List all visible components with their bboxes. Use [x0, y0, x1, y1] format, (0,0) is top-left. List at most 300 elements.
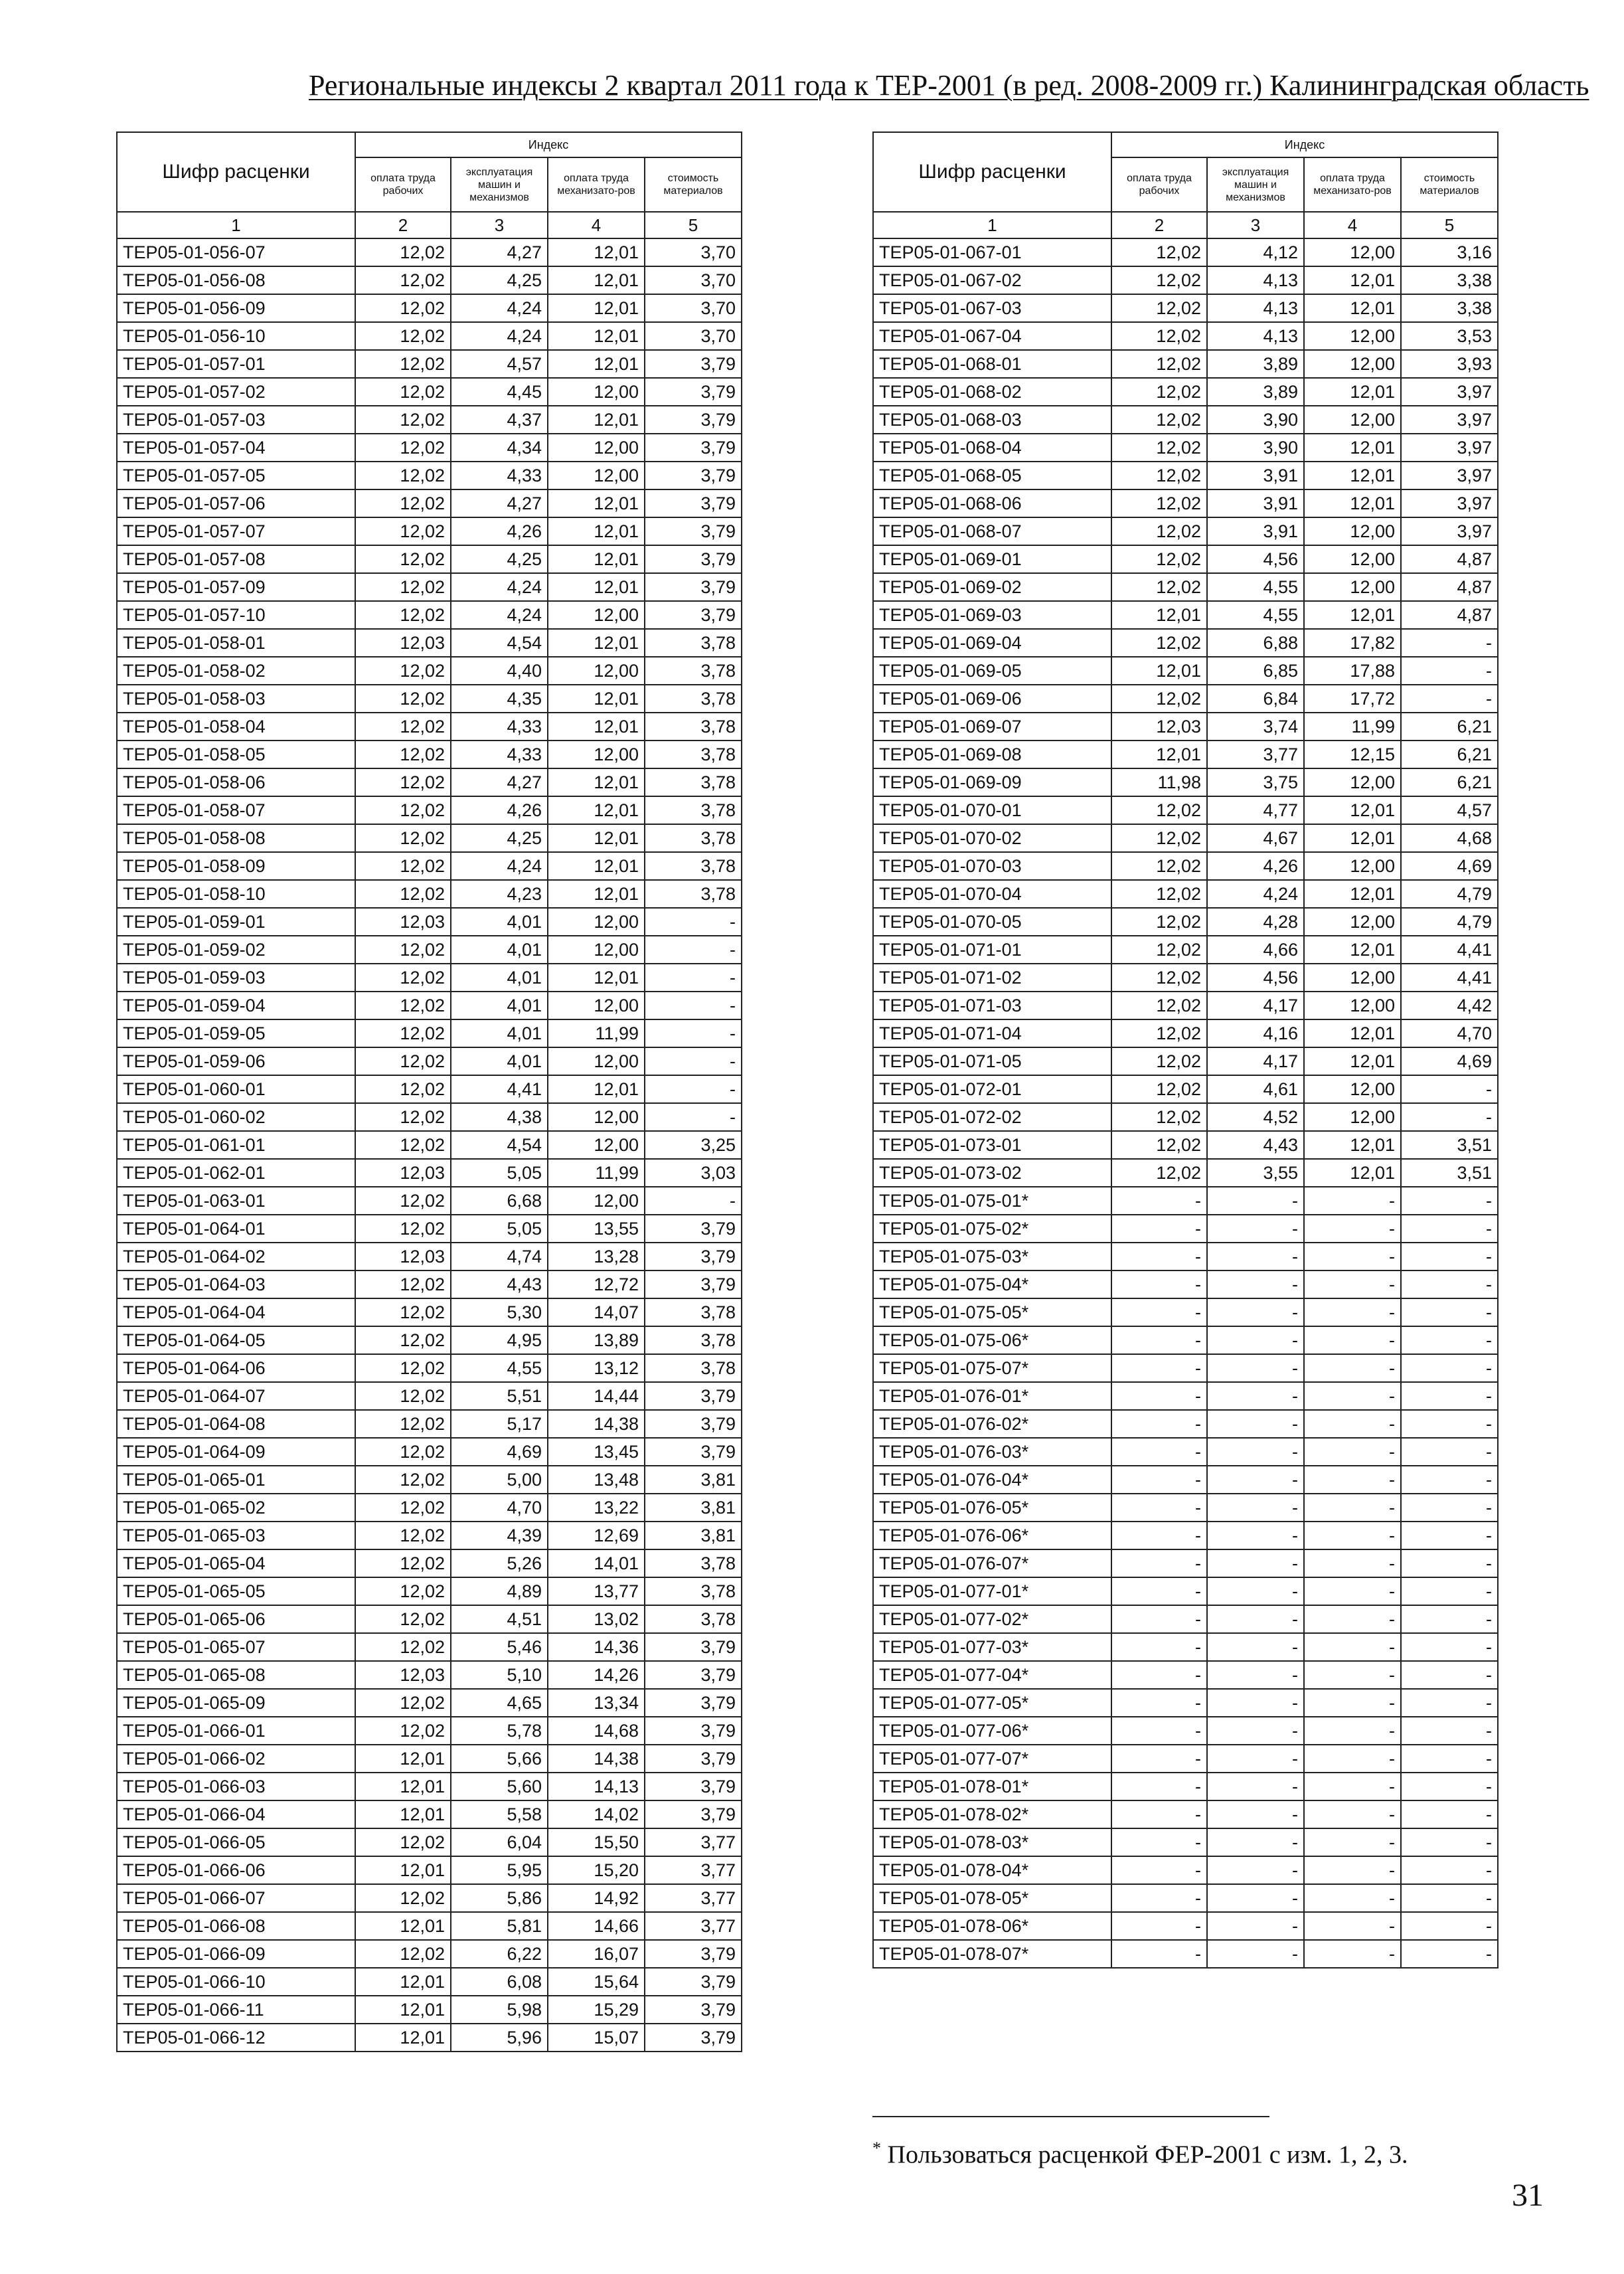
- operators-index-cell: -: [1304, 1494, 1401, 1522]
- labor-index-cell: 12,02: [355, 768, 451, 796]
- rate-code-cell: ТЕР05-01-059-04: [117, 992, 355, 1019]
- labor-index-cell: 12,02: [355, 1103, 451, 1131]
- labor-index-cell: 12,02: [355, 322, 451, 350]
- machines-index-cell: 5,05: [451, 1215, 548, 1243]
- materials-index-cell: 3,70: [645, 238, 742, 266]
- machines-index-cell: -: [1207, 1187, 1304, 1215]
- rate-code-cell: ТЕР05-01-070-04: [873, 880, 1111, 908]
- rate-code-cell: ТЕР05-01-078-05*: [873, 1884, 1111, 1912]
- table-row: [873, 1047, 1498, 1075]
- labor-index-cell: -: [1111, 1884, 1207, 1912]
- materials-index-cell: 3,78: [645, 852, 742, 880]
- rate-code-cell: ТЕР05-01-071-04: [873, 1019, 1111, 1047]
- operators-index-cell: 12,00: [1304, 322, 1401, 350]
- rate-code-cell: ТЕР05-01-069-05: [873, 657, 1111, 685]
- table-row: [117, 294, 742, 322]
- materials-index-cell: -: [1401, 1522, 1498, 1549]
- labor-index-cell: 12,01: [1111, 601, 1207, 629]
- materials-index-cell: 3,79: [645, 350, 742, 378]
- materials-index-cell: -: [1401, 1605, 1498, 1633]
- operators-index-cell: 14,02: [548, 1800, 645, 1828]
- labor-index-cell: 12,02: [355, 824, 451, 852]
- labor-index-cell: 12,02: [355, 1689, 451, 1717]
- table-row: [117, 1717, 742, 1745]
- materials-index-cell: 3,97: [1401, 489, 1498, 517]
- table-row: [117, 1856, 742, 1884]
- operators-index-cell: -: [1304, 1577, 1401, 1605]
- table-row: [117, 796, 742, 824]
- labor-index-cell: -: [1111, 1549, 1207, 1577]
- rate-code-cell: ТЕР05-01-064-05: [117, 1326, 355, 1354]
- operators-index-cell: 12,00: [548, 601, 645, 629]
- operators-index-cell: 12,00: [1304, 1075, 1401, 1103]
- machines-index-cell: 6,84: [1207, 685, 1304, 713]
- machines-index-cell: 3,90: [1207, 434, 1304, 462]
- rate-code-cell: ТЕР05-01-077-04*: [873, 1661, 1111, 1689]
- operators-index-cell: 13,55: [548, 1215, 645, 1243]
- materials-index-cell: 4,42: [1401, 992, 1498, 1019]
- materials-index-cell: 4,87: [1401, 573, 1498, 601]
- rate-code-cell: ТЕР05-01-058-02: [117, 657, 355, 685]
- col-number: 3: [451, 212, 548, 238]
- rate-code-cell: ТЕР05-01-066-12: [117, 2024, 355, 2052]
- labor-index-cell: 12,02: [1111, 796, 1207, 824]
- table-row: [117, 1187, 742, 1215]
- materials-index-cell: 4,87: [1401, 545, 1498, 573]
- materials-index-cell: 3,79: [645, 406, 742, 434]
- materials-index-cell: -: [1401, 1494, 1498, 1522]
- table-row: [117, 1410, 742, 1438]
- machines-index-cell: 4,24: [451, 573, 548, 601]
- operators-index-cell: 15,64: [548, 1968, 645, 1996]
- labor-index-cell: 12,01: [355, 1800, 451, 1828]
- labor-index-cell: 12,02: [355, 489, 451, 517]
- materials-index-cell: 3,53: [1401, 322, 1498, 350]
- materials-index-cell: 3,79: [645, 1270, 742, 1298]
- table-row: [117, 462, 742, 489]
- table-row: [117, 1549, 742, 1577]
- materials-index-cell: 3,25: [645, 1131, 742, 1159]
- rate-code-cell: ТЕР05-01-058-05: [117, 741, 355, 768]
- machines-index-cell: 4,34: [451, 434, 548, 462]
- rate-code-cell: ТЕР05-01-069-04: [873, 629, 1111, 657]
- labor-index-cell: 12,02: [1111, 1103, 1207, 1131]
- labor-index-cell: 12,02: [355, 1884, 451, 1912]
- rate-code-cell: ТЕР05-01-056-07: [117, 238, 355, 266]
- labor-index-cell: 12,02: [1111, 992, 1207, 1019]
- table-row: [873, 1884, 1498, 1912]
- operators-index-cell: 12,00: [1304, 992, 1401, 1019]
- rate-code-cell: ТЕР05-01-065-05: [117, 1577, 355, 1605]
- labor-index-cell: 12,01: [355, 1773, 451, 1800]
- rate-code-cell: ТЕР05-01-058-01: [117, 629, 355, 657]
- rate-code-cell: ТЕР05-01-075-07*: [873, 1354, 1111, 1382]
- labor-index-cell: 12,02: [355, 1522, 451, 1549]
- materials-index-cell: 3,78: [645, 713, 742, 741]
- rate-code-cell: ТЕР05-01-070-01: [873, 796, 1111, 824]
- labor-index-cell: 12,02: [1111, 489, 1207, 517]
- table-row: [873, 294, 1498, 322]
- header-labor: оплата труда рабочих: [355, 157, 451, 212]
- labor-index-cell: 12,02: [1111, 824, 1207, 852]
- operators-index-cell: 12,01: [1304, 824, 1401, 852]
- table-row: [873, 1745, 1498, 1773]
- labor-index-cell: -: [1111, 1856, 1207, 1884]
- operators-index-cell: 12,01: [548, 685, 645, 713]
- rate-code-cell: ТЕР05-01-071-03: [873, 992, 1111, 1019]
- col-number: 4: [548, 212, 645, 238]
- table-row: [117, 1577, 742, 1605]
- machines-index-cell: -: [1207, 1940, 1304, 1968]
- rate-code-cell: ТЕР05-01-072-01: [873, 1075, 1111, 1103]
- operators-index-cell: 17,72: [1304, 685, 1401, 713]
- machines-index-cell: 4,65: [451, 1689, 548, 1717]
- operators-index-cell: 12,01: [548, 964, 645, 992]
- rate-code-cell: ТЕР05-01-069-09: [873, 768, 1111, 796]
- labor-index-cell: 12,02: [1111, 908, 1207, 936]
- operators-index-cell: 12,01: [1304, 489, 1401, 517]
- table-row: [117, 741, 742, 768]
- table-row: [117, 992, 742, 1019]
- materials-index-cell: 3,03: [645, 1159, 742, 1187]
- operators-index-cell: 13,34: [548, 1689, 645, 1717]
- labor-index-cell: 12,02: [355, 1354, 451, 1382]
- machines-index-cell: 6,22: [451, 1940, 548, 1968]
- labor-index-cell: 12,02: [1111, 545, 1207, 573]
- materials-index-cell: 3,93: [1401, 350, 1498, 378]
- machines-index-cell: 5,30: [451, 1298, 548, 1326]
- materials-index-cell: 3,51: [1401, 1131, 1498, 1159]
- labor-index-cell: 12,02: [1111, 852, 1207, 880]
- materials-index-cell: -: [1401, 1633, 1498, 1661]
- labor-index-cell: 12,01: [355, 1996, 451, 2024]
- operators-index-cell: -: [1304, 1633, 1401, 1661]
- materials-index-cell: 4,87: [1401, 601, 1498, 629]
- table-row: [117, 936, 742, 964]
- machines-index-cell: 4,66: [1207, 936, 1304, 964]
- table-row: [873, 824, 1498, 852]
- rate-code-cell: ТЕР05-01-056-09: [117, 294, 355, 322]
- machines-index-cell: 4,41: [451, 1075, 548, 1103]
- operators-index-cell: 17,88: [1304, 657, 1401, 685]
- materials-index-cell: -: [1401, 1773, 1498, 1800]
- labor-index-cell: 12,02: [355, 1438, 451, 1466]
- rate-code-cell: ТЕР05-01-077-03*: [873, 1633, 1111, 1661]
- materials-index-cell: -: [1401, 1856, 1498, 1884]
- table-row: [117, 908, 742, 936]
- operators-index-cell: -: [1304, 1466, 1401, 1494]
- materials-index-cell: -: [645, 908, 742, 936]
- table-row: [117, 322, 742, 350]
- table-row: [873, 629, 1498, 657]
- table-row: [873, 852, 1498, 880]
- rate-code-cell: ТЕР05-01-065-06: [117, 1605, 355, 1633]
- materials-index-cell: -: [1401, 1689, 1498, 1717]
- operators-index-cell: 12,00: [1304, 238, 1401, 266]
- materials-index-cell: 3,78: [645, 1549, 742, 1577]
- machines-index-cell: 4,77: [1207, 796, 1304, 824]
- machines-index-cell: -: [1207, 1522, 1304, 1549]
- labor-index-cell: 12,02: [1111, 434, 1207, 462]
- rate-code-cell: ТЕР05-01-066-03: [117, 1773, 355, 1800]
- labor-index-cell: 12,02: [1111, 1131, 1207, 1159]
- machines-index-cell: 5,66: [451, 1745, 548, 1773]
- table-row: [873, 1856, 1498, 1884]
- labor-index-cell: 12,02: [1111, 1159, 1207, 1187]
- machines-index-cell: 4,13: [1207, 294, 1304, 322]
- operators-index-cell: 12,01: [1304, 266, 1401, 294]
- machines-index-cell: -: [1207, 1354, 1304, 1382]
- materials-index-cell: 3,79: [645, 1243, 742, 1270]
- operators-index-cell: 12,01: [1304, 434, 1401, 462]
- materials-index-cell: -: [1401, 1661, 1498, 1689]
- operators-index-cell: -: [1304, 1326, 1401, 1354]
- machines-index-cell: 4,38: [451, 1103, 548, 1131]
- operators-index-cell: -: [1304, 1410, 1401, 1438]
- rate-code-cell: ТЕР05-01-066-07: [117, 1884, 355, 1912]
- rate-code-cell: ТЕР05-01-076-02*: [873, 1410, 1111, 1438]
- machines-index-cell: 4,24: [451, 852, 548, 880]
- rate-code-cell: ТЕР05-01-059-05: [117, 1019, 355, 1047]
- labor-index-cell: 12,02: [355, 1298, 451, 1326]
- machines-index-cell: -: [1207, 1828, 1304, 1856]
- materials-index-cell: 3,97: [1401, 406, 1498, 434]
- table-row: [117, 880, 742, 908]
- labor-index-cell: 12,02: [355, 1494, 451, 1522]
- table-row: [873, 1159, 1498, 1187]
- rate-code-cell: ТЕР05-01-075-06*: [873, 1326, 1111, 1354]
- operators-index-cell: 11,99: [1304, 713, 1401, 741]
- table-row: [117, 1438, 742, 1466]
- table-row: [117, 824, 742, 852]
- machines-index-cell: 5,10: [451, 1661, 548, 1689]
- table-row: [117, 1884, 742, 1912]
- labor-index-cell: 12,02: [1111, 1019, 1207, 1047]
- table-row: [873, 880, 1498, 908]
- operators-index-cell: 12,01: [548, 824, 645, 852]
- materials-index-cell: -: [1401, 1215, 1498, 1243]
- rate-code-cell: ТЕР05-01-064-04: [117, 1298, 355, 1326]
- labor-index-cell: 11,98: [1111, 768, 1207, 796]
- rate-code-cell: ТЕР05-01-058-07: [117, 796, 355, 824]
- materials-index-cell: 3,78: [645, 1354, 742, 1382]
- materials-index-cell: 3,78: [645, 1605, 742, 1633]
- machines-index-cell: 4,24: [451, 601, 548, 629]
- header-operators: оплата труда механизато-ров: [1304, 157, 1401, 212]
- machines-index-cell: -: [1207, 1549, 1304, 1577]
- machines-index-cell: 4,67: [1207, 824, 1304, 852]
- machines-index-cell: 4,01: [451, 1019, 548, 1047]
- operators-index-cell: 12,01: [1304, 1131, 1401, 1159]
- table-row: [117, 768, 742, 796]
- materials-index-cell: 6,21: [1401, 713, 1498, 741]
- table-row: [117, 1968, 742, 1996]
- machines-index-cell: 4,55: [1207, 573, 1304, 601]
- table-row: [873, 908, 1498, 936]
- index-table-left: [116, 131, 742, 2052]
- labor-index-cell: 12,02: [1111, 1047, 1207, 1075]
- materials-index-cell: 3,78: [645, 629, 742, 657]
- machines-index-cell: 4,12: [1207, 238, 1304, 266]
- machines-index-cell: -: [1207, 1633, 1304, 1661]
- machines-index-cell: -: [1207, 1912, 1304, 1940]
- labor-index-cell: 12,02: [1111, 322, 1207, 350]
- materials-index-cell: 4,79: [1401, 880, 1498, 908]
- table-row: [117, 517, 742, 545]
- machines-index-cell: -: [1207, 1856, 1304, 1884]
- operators-index-cell: 12,00: [1304, 852, 1401, 880]
- rate-code-cell: ТЕР05-01-068-02: [873, 378, 1111, 406]
- table-row: [117, 1298, 742, 1326]
- labor-index-cell: 12,01: [355, 2024, 451, 2052]
- labor-index-cell: 12,01: [1111, 741, 1207, 768]
- machines-index-cell: 4,24: [1207, 880, 1304, 908]
- machines-index-cell: 4,51: [451, 1605, 548, 1633]
- operators-index-cell: -: [1304, 1549, 1401, 1577]
- table-row: [117, 350, 742, 378]
- table-row: [873, 796, 1498, 824]
- rate-code-cell: ТЕР05-01-065-04: [117, 1549, 355, 1577]
- rate-code-cell: ТЕР05-01-078-06*: [873, 1912, 1111, 1940]
- machines-index-cell: -: [1207, 1243, 1304, 1270]
- operators-index-cell: 12,01: [548, 768, 645, 796]
- table-row: [117, 629, 742, 657]
- materials-index-cell: -: [645, 964, 742, 992]
- rate-code-cell: ТЕР05-01-069-08: [873, 741, 1111, 768]
- operators-index-cell: 12,01: [1304, 936, 1401, 964]
- machines-index-cell: -: [1207, 1326, 1304, 1354]
- rate-code-cell: ТЕР05-01-070-03: [873, 852, 1111, 880]
- operators-index-cell: 12,00: [1304, 350, 1401, 378]
- rate-code-cell: ТЕР05-01-076-06*: [873, 1522, 1111, 1549]
- table-row: [117, 1800, 742, 1828]
- rate-code-cell: ТЕР05-01-057-05: [117, 462, 355, 489]
- table-row: [117, 1103, 742, 1131]
- labor-index-cell: -: [1111, 1187, 1207, 1215]
- labor-index-cell: 12,02: [355, 350, 451, 378]
- rate-code-cell: ТЕР05-01-060-01: [117, 1075, 355, 1103]
- table-row: [117, 1326, 742, 1354]
- machines-index-cell: 5,26: [451, 1549, 548, 1577]
- rate-code-cell: ТЕР05-01-070-02: [873, 824, 1111, 852]
- rate-code-cell: ТЕР05-01-069-02: [873, 573, 1111, 601]
- labor-index-cell: -: [1111, 1800, 1207, 1828]
- table-body-right: [873, 238, 1498, 1968]
- operators-index-cell: -: [1304, 1661, 1401, 1689]
- operators-index-cell: 12,00: [1304, 964, 1401, 992]
- materials-index-cell: 3,78: [645, 685, 742, 713]
- rate-code-cell: ТЕР05-01-073-01: [873, 1131, 1111, 1159]
- machines-index-cell: -: [1207, 1661, 1304, 1689]
- rate-code-cell: ТЕР05-01-060-02: [117, 1103, 355, 1131]
- labor-index-cell: 12,03: [1111, 713, 1207, 741]
- machines-index-cell: -: [1207, 1215, 1304, 1243]
- table-row: [873, 1717, 1498, 1745]
- table-row: [873, 1215, 1498, 1243]
- col-number: 2: [1111, 212, 1207, 238]
- machines-index-cell: 4,27: [451, 489, 548, 517]
- operators-index-cell: 12,00: [1304, 517, 1401, 545]
- materials-index-cell: -: [1401, 1912, 1498, 1940]
- labor-index-cell: 12,02: [1111, 1075, 1207, 1103]
- rate-code-cell: ТЕР05-01-068-04: [873, 434, 1111, 462]
- labor-index-cell: -: [1111, 1522, 1207, 1549]
- machines-index-cell: 4,54: [451, 1131, 548, 1159]
- rate-code-cell: ТЕР05-01-077-01*: [873, 1577, 1111, 1605]
- machines-index-cell: 4,55: [451, 1354, 548, 1382]
- table-row: [873, 1270, 1498, 1298]
- rate-code-cell: ТЕР05-01-077-07*: [873, 1745, 1111, 1773]
- machines-index-cell: -: [1207, 1466, 1304, 1494]
- machines-index-cell: 4,01: [451, 936, 548, 964]
- table-row: [873, 1940, 1498, 1968]
- index-table-right: [872, 131, 1499, 1968]
- materials-index-cell: 3,79: [645, 573, 742, 601]
- labor-index-cell: 12,02: [355, 1633, 451, 1661]
- rate-code-cell: ТЕР05-01-077-06*: [873, 1717, 1111, 1745]
- rate-code-cell: ТЕР05-01-070-05: [873, 908, 1111, 936]
- table-row: [117, 378, 742, 406]
- table-row: [873, 685, 1498, 713]
- table-row: [873, 489, 1498, 517]
- machines-index-cell: 4,17: [1207, 992, 1304, 1019]
- machines-index-cell: 4,40: [451, 657, 548, 685]
- labor-index-cell: 12,01: [1111, 657, 1207, 685]
- materials-index-cell: 3,79: [645, 1717, 742, 1745]
- rate-code-cell: ТЕР05-01-064-02: [117, 1243, 355, 1270]
- rate-code-cell: ТЕР05-01-067-01: [873, 238, 1111, 266]
- operators-index-cell: 12,01: [548, 489, 645, 517]
- machines-index-cell: 4,56: [1207, 964, 1304, 992]
- header-materials: стоимость материалов: [645, 157, 742, 212]
- rate-code-cell: ТЕР05-01-068-03: [873, 406, 1111, 434]
- operators-index-cell: 14,07: [548, 1298, 645, 1326]
- machines-index-cell: -: [1207, 1773, 1304, 1800]
- rate-code-cell: ТЕР05-01-064-01: [117, 1215, 355, 1243]
- machines-index-cell: 4,23: [451, 880, 548, 908]
- table-row: [873, 768, 1498, 796]
- materials-index-cell: 3,38: [1401, 294, 1498, 322]
- materials-index-cell: 3,79: [645, 462, 742, 489]
- materials-index-cell: 3,79: [645, 601, 742, 629]
- rate-code-cell: ТЕР05-01-057-08: [117, 545, 355, 573]
- labor-index-cell: 12,02: [355, 1605, 451, 1633]
- operators-index-cell: 12,00: [548, 462, 645, 489]
- table-row: [117, 1270, 742, 1298]
- materials-index-cell: -: [1401, 629, 1498, 657]
- labor-index-cell: -: [1111, 1270, 1207, 1298]
- machines-index-cell: 4,01: [451, 992, 548, 1019]
- labor-index-cell: 12,02: [355, 1326, 451, 1354]
- labor-index-cell: 12,02: [355, 1382, 451, 1410]
- materials-index-cell: 3,81: [645, 1494, 742, 1522]
- table-row: [117, 1661, 742, 1689]
- rate-code-cell: ТЕР05-01-064-06: [117, 1354, 355, 1382]
- operators-index-cell: -: [1304, 1215, 1401, 1243]
- table-row: [873, 462, 1498, 489]
- operators-index-cell: -: [1304, 1745, 1401, 1773]
- machines-index-cell: 5,60: [451, 1773, 548, 1800]
- materials-index-cell: -: [1401, 1326, 1498, 1354]
- rate-code-cell: ТЕР05-01-067-03: [873, 294, 1111, 322]
- materials-index-cell: 3,78: [645, 657, 742, 685]
- table-row: [873, 1633, 1498, 1661]
- materials-index-cell: -: [1401, 1466, 1498, 1494]
- labor-index-cell: -: [1111, 1940, 1207, 1968]
- machines-index-cell: 4,16: [1207, 1019, 1304, 1047]
- machines-index-cell: 4,70: [451, 1494, 548, 1522]
- rate-code-cell: ТЕР05-01-071-05: [873, 1047, 1111, 1075]
